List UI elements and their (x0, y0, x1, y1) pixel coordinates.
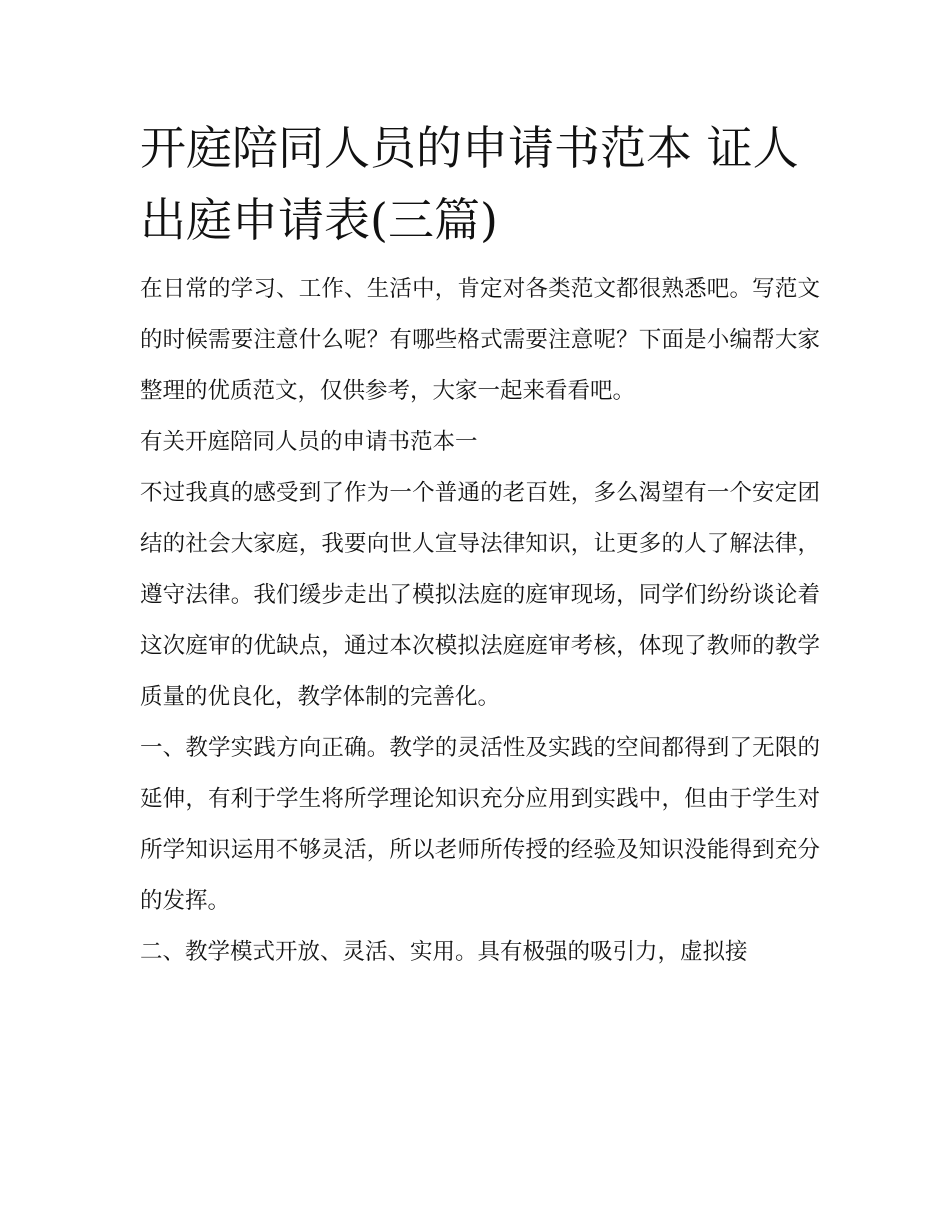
document-body (140, 112, 820, 978)
body-paragraph: 不过我真的感受到了作为一个普通的老百姓，多么渴望有一个安定团结的社会大家庭，我要向世人宣导法律知识，让更多的人了解法律，遵守法律。我们缓步走出了模拟法庭的庭审现场，同学们纷纷谈论着这次庭审的优缺点，通过本次模拟法庭庭审考核，体现了教师的教学质量的优良化，教学体制的完善化。 (140, 480, 820, 710)
body-paragraph: 二、教学模式开放、灵活、实用。具有极强的吸引力，虚拟接 (140, 939, 748, 965)
document-title: 开庭陪同人员的申请书范本 证人出庭申请表(三篇) (140, 121, 799, 247)
body-paragraph: 一、教学实践方向正确。教学的灵活性及实践的空间都得到了无限的延伸，有利于学生将所学理论知识充分应用到实践中，但由于学生对所学知识运用不够灵活，所以老师所传授的经验及知识没能得到充分的发挥。 (140, 735, 820, 914)
section-heading: 有关开庭陪同人员的申请书范本一 (140, 429, 478, 455)
intro-paragraph: 在日常的学习、工作、生活中，肯定对各类范文都很熟悉吧。写范文的时候需要注意什么呢？有哪些格式需要注意呢？下面是小编帮大家整理的优质范文，仅供参考，大家一起来看看吧。 (140, 276, 820, 404)
